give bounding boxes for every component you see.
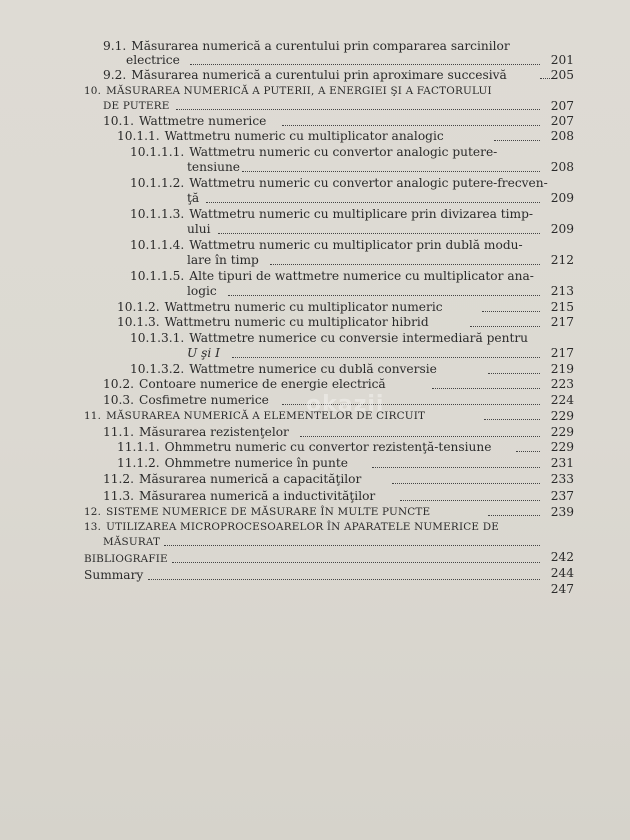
page-number: 209 xyxy=(550,222,574,236)
entry-number: 10.1.1.1. xyxy=(130,145,185,159)
dot-leader xyxy=(494,140,540,141)
toc-entry-cont xyxy=(103,536,160,550)
dot-leader xyxy=(488,373,540,374)
entry-title: MĂSURAREA NUMERICĂ A ELEMENTELOR DE CIRCUIT xyxy=(106,410,426,422)
entry-number: 10.1.1.2. xyxy=(130,176,185,190)
entry-title: Wattmetre numerice xyxy=(139,114,267,128)
toc-entry xyxy=(103,40,510,54)
entry-number: 11.1. xyxy=(103,425,135,439)
entry-title: Wattmetre numerice cu dublă conversie xyxy=(189,362,437,376)
entry-title: Măsurarea numerică a inductivităţilor xyxy=(139,489,376,503)
toc-entry-cont xyxy=(187,347,220,361)
toc-entry xyxy=(130,146,497,160)
page-number: 207 xyxy=(550,99,574,113)
entry-number: 10.1.3.2. xyxy=(130,362,185,376)
entry-number: 10.3. xyxy=(103,393,135,407)
entry-title-cont: MĂSURAT xyxy=(103,536,161,548)
toc-entry xyxy=(84,569,143,583)
toc-entry xyxy=(130,270,534,284)
dot-leader xyxy=(300,436,540,437)
entry-title: Cosfimetre numerice xyxy=(139,393,269,407)
entry-number: 10.1.3.1. xyxy=(130,331,185,345)
dot-leader xyxy=(190,64,540,65)
page-number: 217 xyxy=(550,315,574,329)
entry-title-cont: electrice xyxy=(126,53,180,67)
toc-entry xyxy=(84,553,168,567)
entry-number: 9.2. xyxy=(103,68,127,82)
toc-entry xyxy=(130,332,528,346)
entry-number: 10.1.1. xyxy=(117,129,160,143)
entry-title-cont: tensiune xyxy=(187,160,241,174)
entry-title: BIBLIOGRAFIE xyxy=(84,553,168,565)
toc-entry-cont xyxy=(126,54,180,68)
page-number: 209 xyxy=(550,191,574,205)
dot-leader xyxy=(270,264,540,265)
page-number: 242 xyxy=(550,550,574,564)
dot-leader xyxy=(206,202,540,203)
entry-number: 11.1.2. xyxy=(117,456,160,470)
page-number: 229 xyxy=(550,440,574,454)
entry-number: 11. xyxy=(84,410,102,422)
toc-entry xyxy=(117,441,491,455)
entry-title: Wattmetru numeric cu convertor analogic putere-frecven- xyxy=(189,176,548,190)
toc-entry-cont xyxy=(187,285,217,299)
toc-entry xyxy=(117,316,429,330)
entry-number: 10. xyxy=(84,85,102,97)
entry-title-cont: DE PUTERE xyxy=(103,100,170,112)
entry-title-cont: logic xyxy=(187,284,217,298)
toc-entry xyxy=(103,426,289,440)
dot-leader xyxy=(282,125,540,126)
dot-leader xyxy=(482,311,540,312)
entry-number: 11.2. xyxy=(103,472,135,486)
dot-leader xyxy=(392,483,540,484)
page-number: 219 xyxy=(550,362,574,376)
page-number: 201 xyxy=(550,53,574,67)
dot-leader xyxy=(164,545,540,546)
page-number: 239 xyxy=(550,505,574,519)
entry-title-cont: ţă xyxy=(187,191,200,205)
toc-entry xyxy=(117,130,444,144)
page-number: 244 xyxy=(550,566,574,580)
toc-entry xyxy=(103,115,266,129)
toc-entry-cont xyxy=(187,161,240,175)
dot-leader xyxy=(400,500,540,501)
page-number: 233 xyxy=(550,472,574,486)
toc-entry-cont xyxy=(187,254,259,268)
toc-entry-cont xyxy=(187,192,199,206)
entry-number: 10.1.1.3. xyxy=(130,207,185,221)
dot-leader xyxy=(148,579,540,580)
entry-number: 10.1.1.4. xyxy=(130,238,185,252)
entry-title: Wattmetru numeric cu multiplicator prin dublă modu- xyxy=(189,238,523,252)
page-number: 247 xyxy=(550,582,574,596)
entry-title-cont: ului xyxy=(187,222,211,236)
entry-title: Wattmetru numeric cu multiplicator hibrid xyxy=(164,315,429,329)
entry-title: Contoare numerice de energie electrică xyxy=(139,377,386,391)
toc-entry xyxy=(130,363,437,377)
toc-entry-cont xyxy=(187,223,211,237)
toc-entry xyxy=(84,521,499,535)
dot-leader xyxy=(242,171,540,172)
entry-number: 11.1.1. xyxy=(117,440,160,454)
dot-leader xyxy=(470,326,540,327)
entry-number: 12. xyxy=(84,506,102,518)
dot-leader xyxy=(176,109,540,110)
toc-entry xyxy=(130,208,533,222)
entry-title-cont: U şi I xyxy=(187,346,220,360)
entry-title: Wattmetre numerice cu conversie intermediară pentru xyxy=(189,331,529,345)
entry-number: 13. xyxy=(84,521,102,533)
entry-title: Wattmetru numeric cu convertor analogic putere- xyxy=(189,145,498,159)
dot-leader xyxy=(488,515,540,516)
page-number: 231 xyxy=(550,456,574,470)
entry-number: 10.1.2. xyxy=(117,300,160,314)
toc-entry xyxy=(103,473,361,487)
page-number: 207 xyxy=(550,114,574,128)
page-number: 229 xyxy=(550,425,574,439)
page-number: 208 xyxy=(550,129,574,143)
toc-entry xyxy=(103,490,375,504)
dot-leader xyxy=(228,295,540,296)
toc-entry xyxy=(130,177,548,191)
entry-title: Wattmetru numeric cu multiplicator numeric xyxy=(164,300,443,314)
dot-leader xyxy=(484,419,540,420)
entry-number: 10.1. xyxy=(103,114,135,128)
entry-title: UTILIZAREA MICROPROCESOARELOR ÎN APARATELE NUMERICE DE xyxy=(106,521,500,533)
page-number: 212 xyxy=(550,253,574,267)
dot-leader xyxy=(232,357,540,358)
toc-line xyxy=(103,39,510,53)
entry-title: SISTEME NUMERICE DE MĂSURARE ÎN MULTE PUNCTE xyxy=(106,506,431,518)
dot-leader xyxy=(218,233,540,234)
page-number: 224 xyxy=(550,393,574,407)
entry-title: Summary xyxy=(84,568,144,582)
toc-entry xyxy=(103,394,269,408)
dot-leader xyxy=(432,388,540,389)
entry-title-cont: lare în timp xyxy=(187,253,259,267)
page-number: 215 xyxy=(550,300,574,314)
toc-entry xyxy=(130,239,523,253)
entry-title: Măsurarea numerică a capacităţilor xyxy=(139,472,362,486)
dot-leader xyxy=(516,451,540,452)
page-number: 229 xyxy=(550,409,574,423)
page-number: 237 xyxy=(550,489,574,503)
dot-leader xyxy=(172,562,540,563)
entry-title: Măsurarea numerică a curentului prin aproximare succesivă xyxy=(131,68,507,82)
entry-title: Wattmetru numeric cu multiplicare prin divizarea timp- xyxy=(189,207,534,221)
toc-entry xyxy=(117,457,348,471)
entry-title: Alte tipuri de wattmetre numerice cu multiplicator ana- xyxy=(189,269,534,283)
entry-number: 10.2. xyxy=(103,377,135,391)
entry-title: Măsurarea rezistenţelor xyxy=(139,425,289,439)
entry-title: Măsurarea numerică a curentului prin compararea sarcinilor xyxy=(131,39,510,53)
entry-number: 10.1.1.5. xyxy=(130,269,185,283)
toc-entry xyxy=(103,69,507,83)
page-number: 213 xyxy=(550,284,574,298)
watermark: okazii xyxy=(306,392,385,417)
toc-entry-cont xyxy=(103,100,170,114)
toc-entry xyxy=(117,301,443,315)
entry-number: 10.1.3. xyxy=(117,315,160,329)
page-number: 208 xyxy=(550,160,574,174)
dot-leader xyxy=(372,467,540,468)
toc-entry xyxy=(103,378,386,392)
entry-title: MĂSURAREA NUMERICĂ A PUTERII, A ENERGIEI ŞI A FACTORULUI xyxy=(106,85,492,97)
toc-entry xyxy=(84,506,430,520)
page-number: 205 xyxy=(550,68,574,82)
entry-number: 11.3. xyxy=(103,489,135,503)
page-number: 217 xyxy=(550,346,574,360)
entry-title: Ohmmetre numerice în punte xyxy=(164,456,348,470)
entry-title: Ohmmetru numeric cu convertor rezistenţă-tensiune xyxy=(164,440,492,454)
entry-title: Wattmetru numeric cu multiplicator analogic xyxy=(164,129,444,143)
page-number: 223 xyxy=(550,377,574,391)
entry-number: 9.1. xyxy=(103,39,127,53)
toc-entry xyxy=(84,85,492,99)
